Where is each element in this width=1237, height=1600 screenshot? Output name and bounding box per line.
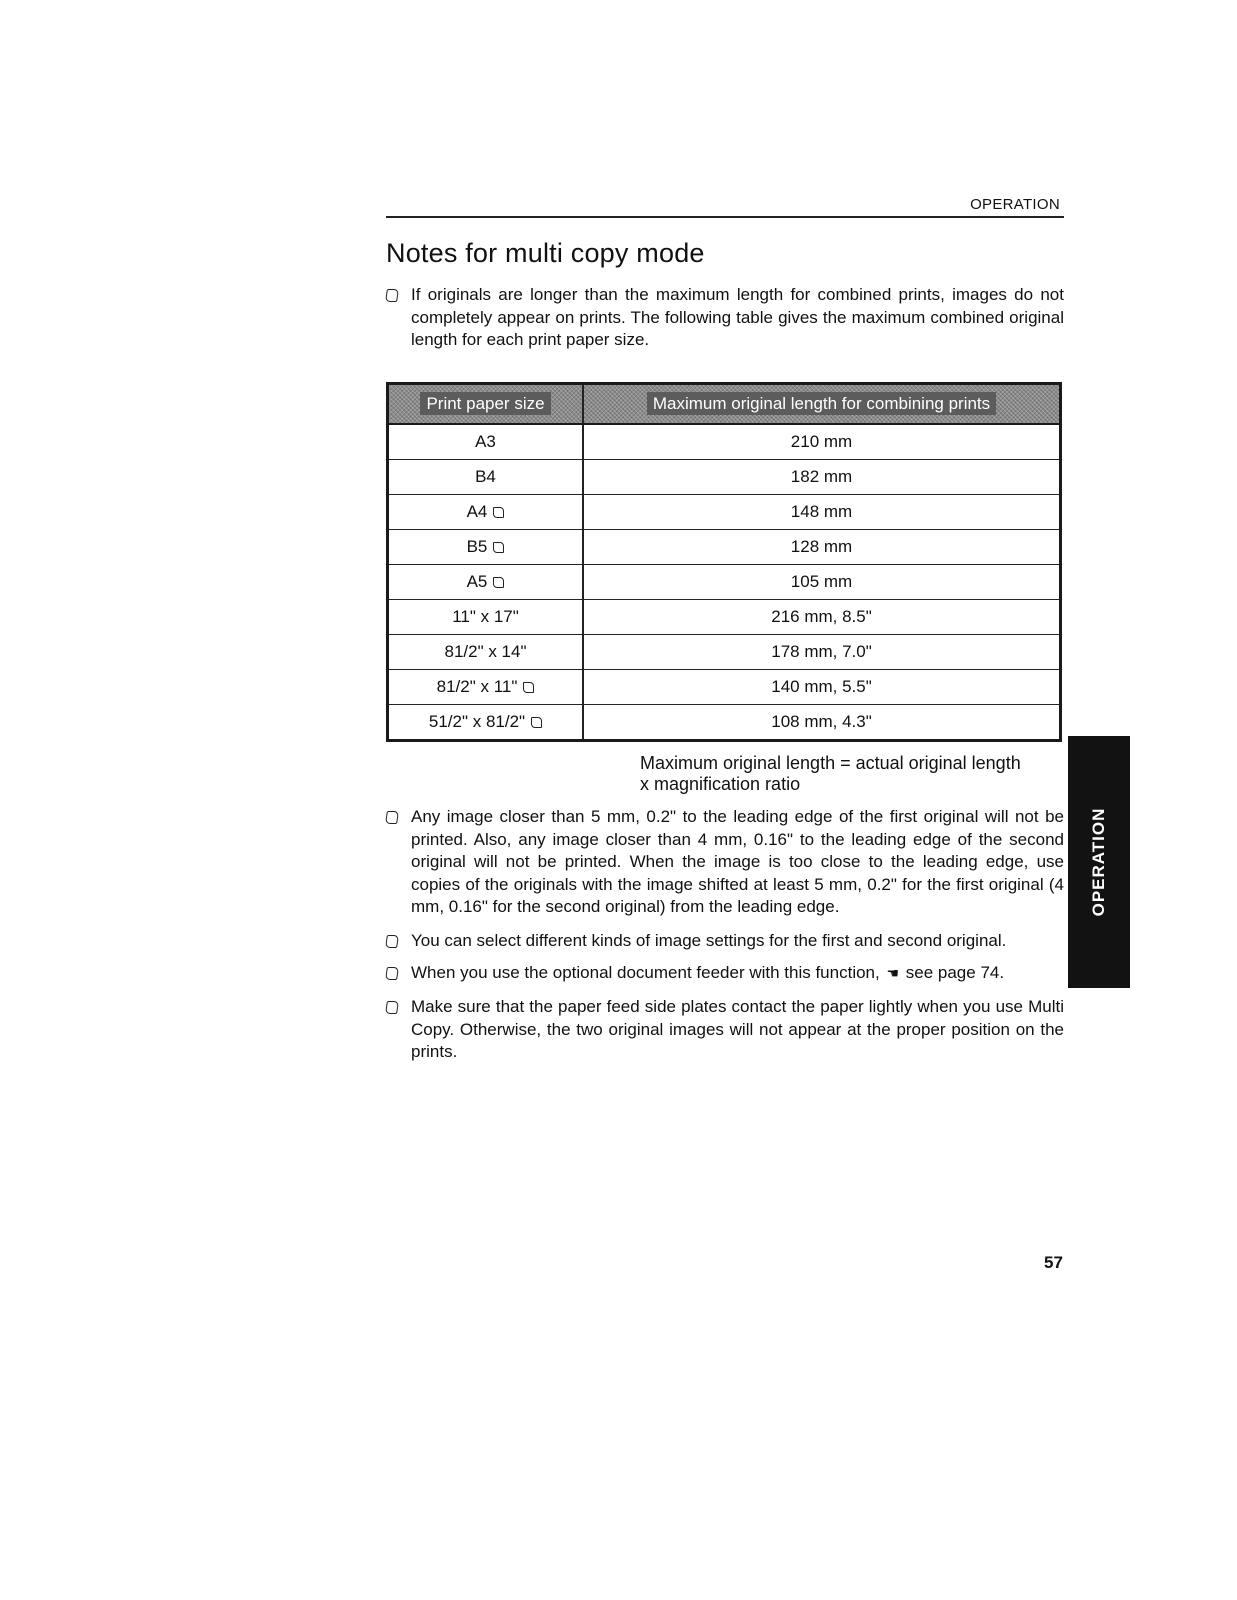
page-number: 57 (1044, 1253, 1063, 1272)
paper-orientation-icon (493, 542, 504, 553)
header-max-original-length: Maximum original length for combining prints (583, 384, 1061, 425)
paper-size-cell: 51/2" x 81/2" (388, 705, 584, 741)
section-label: OPERATION (970, 196, 1060, 213)
note-item (386, 962, 1064, 985)
paper-orientation-icon (493, 577, 504, 588)
section-header (386, 196, 1064, 218)
table-header-row (388, 384, 1061, 425)
note-text: Any image closer than 5 mm, 0.2" to the leading edge of the first original will not be printed. Also, any image closer than 4 mm, 0.16" to the leading edge of the second original will not be printed. When the image is too close to the leading edge, use copies of the originals with the image shifted at least 5 mm, 0.2" for the first original (4 mm, 0.16" for the second original) from the leading edge. (411, 807, 1064, 916)
bullet-icon (385, 935, 399, 948)
note-item (386, 930, 1064, 953)
note-item (386, 996, 1064, 1064)
max-length-cell: 140 mm, 5.5" (583, 670, 1061, 705)
paper-size-cell: 11" x 17" (388, 600, 584, 635)
paper-size-cell: 81/2" x 11" (388, 670, 584, 705)
table-row (388, 635, 1061, 670)
table-row (388, 600, 1061, 635)
table-row (388, 530, 1061, 565)
header-print-paper-size: Print paper size (388, 384, 584, 425)
note-text: You can select different kinds of image settings for the first and second original. (411, 931, 1007, 950)
max-length-cell: 108 mm, 4.3" (771, 712, 872, 731)
pointing-hand-icon: ☚ (886, 965, 900, 981)
note-item (386, 806, 1064, 919)
page-reference[interactable]: see page 74. (905, 963, 1005, 982)
note-text-before: When you use the optional document feeder with this function, (411, 963, 880, 982)
table-row (388, 565, 1061, 600)
table-row (388, 424, 1061, 460)
note-text: Make sure that the paper feed side plates contact the paper lightly when you use Multi Copy. Otherwise, the two original images will not appear at the proper position on the prints. (411, 997, 1064, 1061)
paper-orientation-icon (531, 717, 542, 728)
paper-size-cell: A3 (388, 424, 584, 460)
caption-line: x magnification ratio (640, 774, 801, 794)
paper-orientation-icon (523, 682, 534, 693)
paper-size-cell: A5 (388, 565, 584, 600)
note-item (386, 284, 1064, 352)
paper-size-cell: B5 (388, 530, 584, 565)
note-text (411, 962, 1064, 985)
max-length-cell: 216 mm, 8.5" (583, 600, 1061, 635)
paper-size-cell: B4 (388, 460, 584, 495)
bullet-icon (385, 1001, 399, 1014)
note-text: If originals are longer than the maximum length for combined prints, images do not completely appear on prints. The following table gives the maximum combined original length for each print paper size. (411, 285, 1064, 349)
side-tab-label: OPERATION (1089, 807, 1108, 917)
table-caption (640, 753, 1021, 795)
caption-line: Maximum original length = actual original length (640, 753, 1021, 773)
table-row (388, 495, 1061, 530)
paper-size-cell: 81/2" x 14" (388, 635, 584, 670)
side-section-tab (1068, 736, 1130, 988)
max-length-cell: 148 mm (583, 495, 1061, 530)
max-length-cell: 178 mm, 7.0" (583, 635, 1061, 670)
table-row (388, 460, 1061, 495)
paper-size-cell: A4 (388, 495, 584, 530)
table-row (388, 705, 1061, 741)
max-length-cell: 105 mm (583, 565, 1061, 600)
max-length-cell: 128 mm (583, 530, 1061, 565)
max-length-cell: 182 mm (583, 460, 1061, 495)
paper-size-table (386, 382, 1062, 742)
max-length-cell: 210 mm (583, 424, 1061, 460)
bullet-icon (385, 289, 399, 302)
paper-orientation-icon (493, 507, 504, 518)
bullet-icon (385, 967, 399, 980)
page-title: Notes for multi copy mode (386, 238, 705, 268)
bullet-icon (385, 811, 399, 824)
table-row (388, 670, 1061, 705)
